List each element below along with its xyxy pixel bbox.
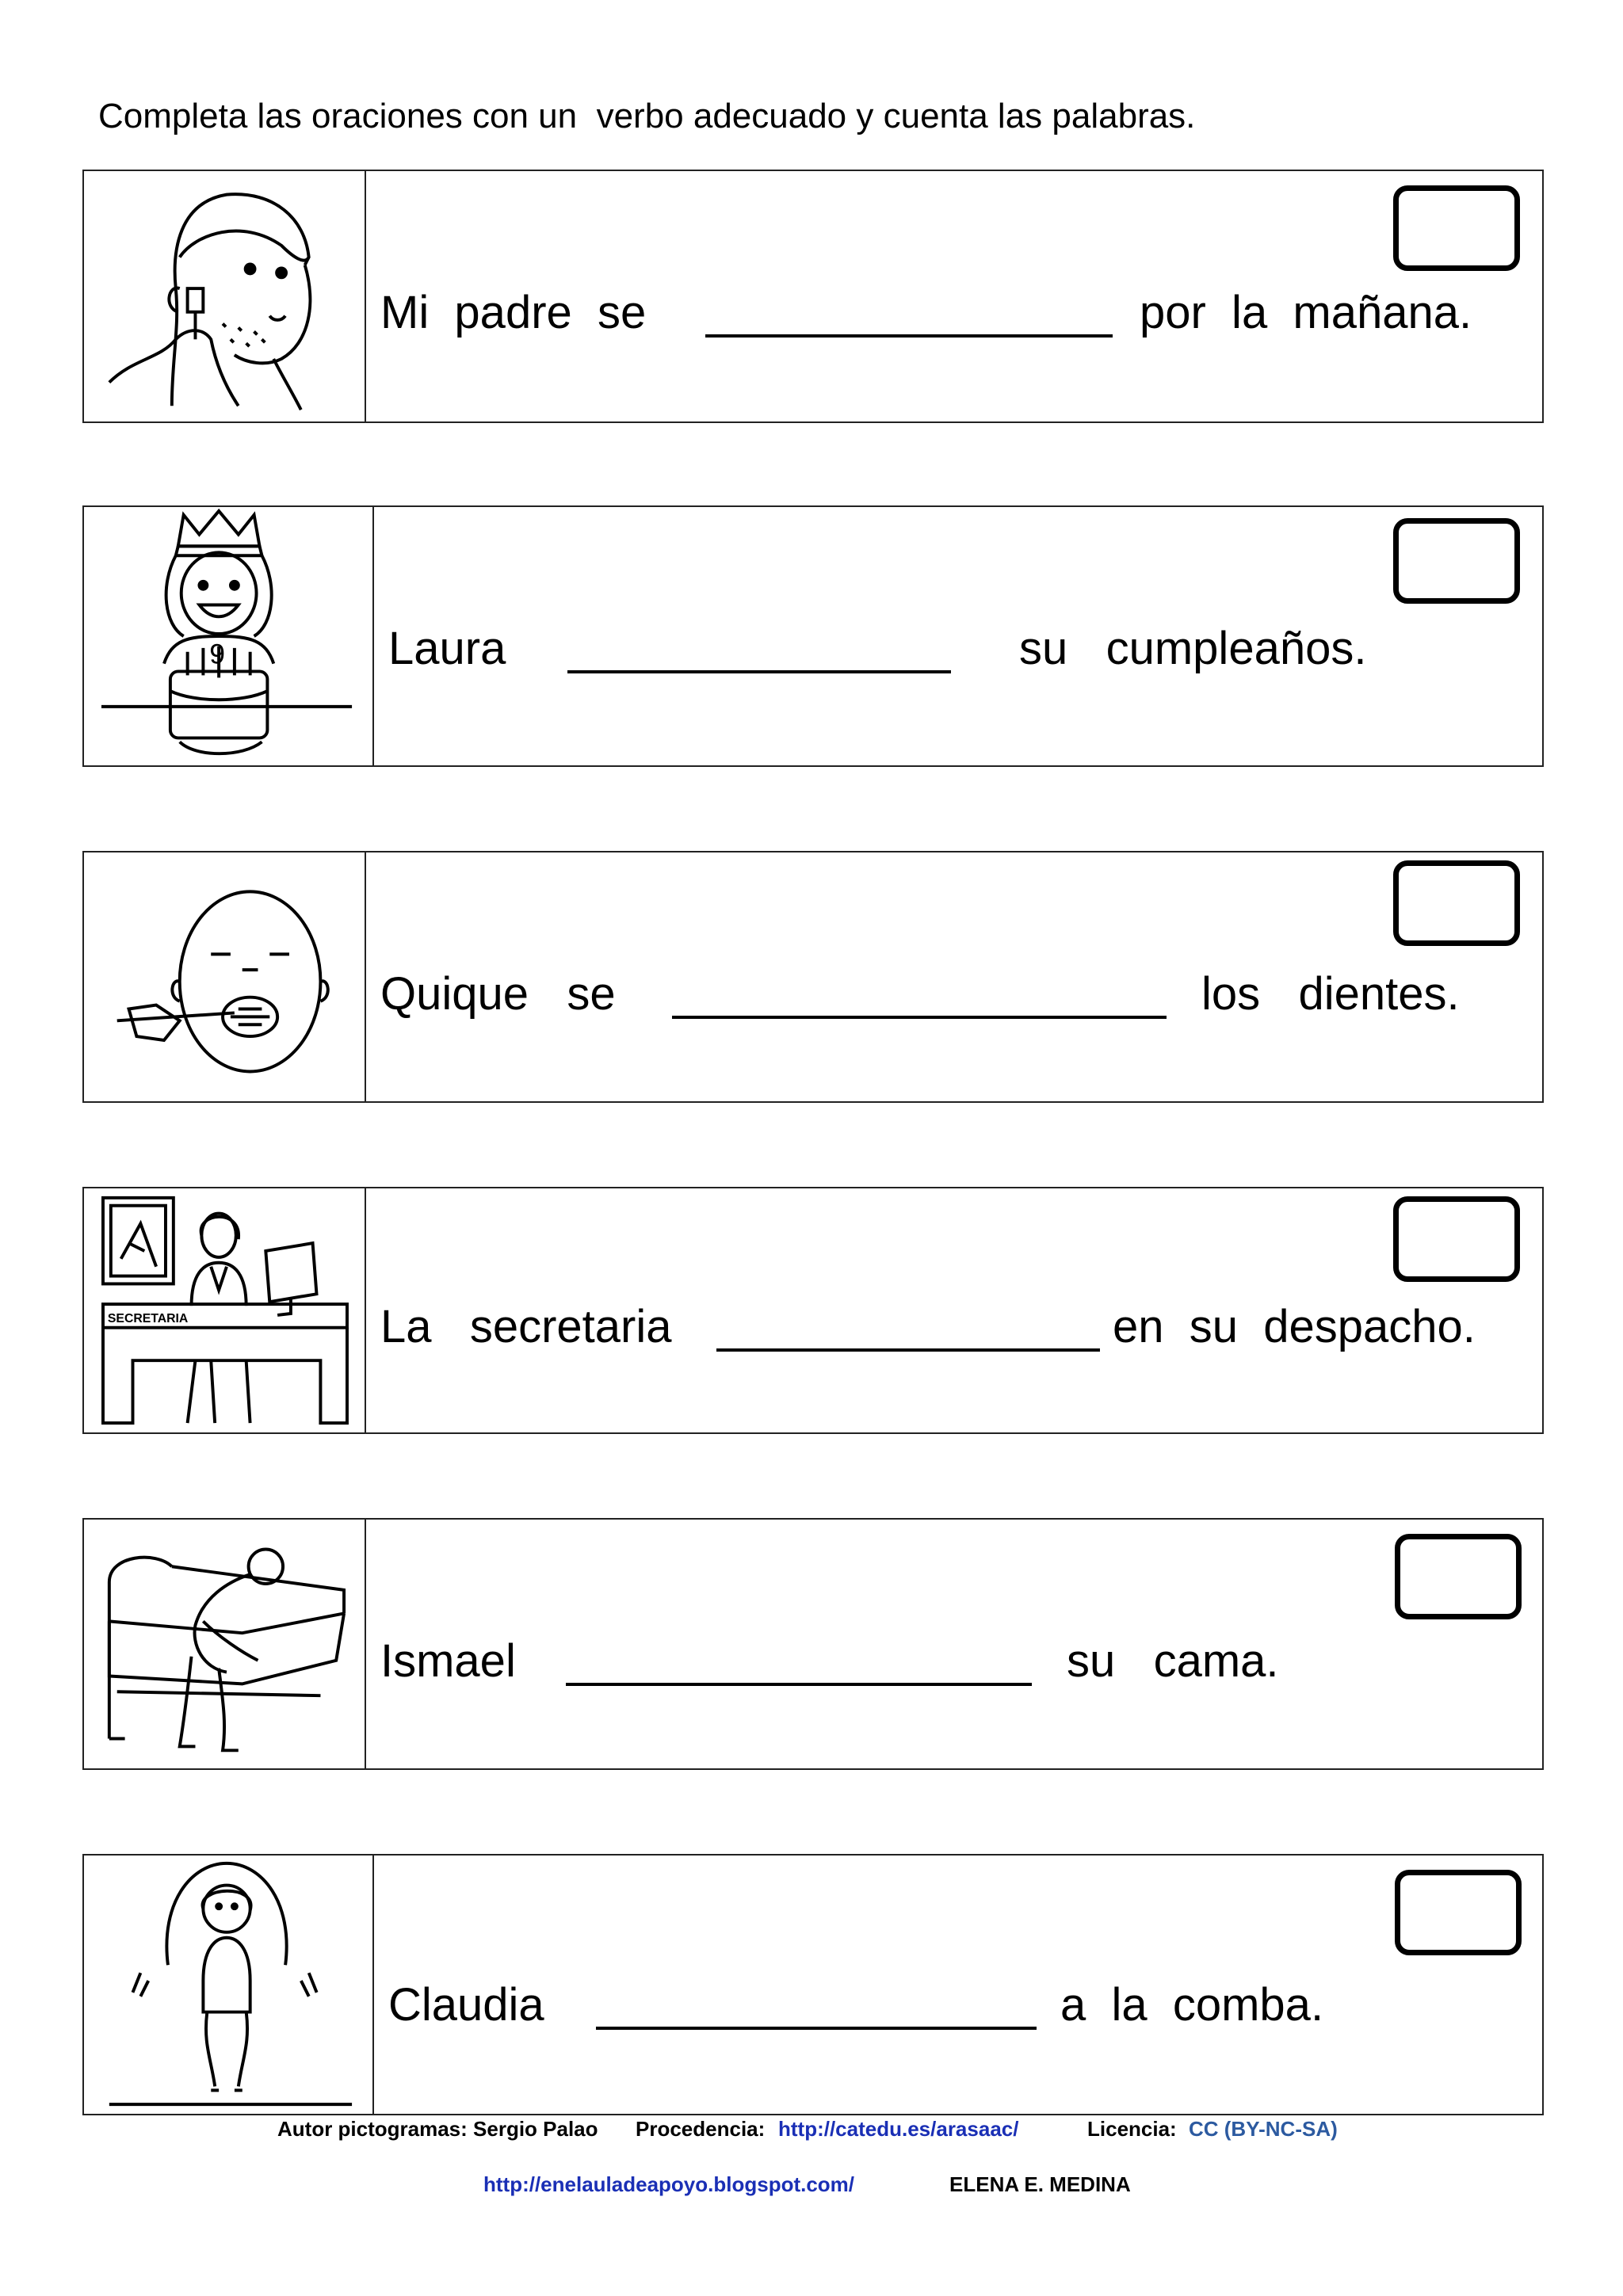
secretary-desk-icon: [84, 1188, 366, 1432]
sentence-end: los dientes.: [1201, 968, 1460, 1020]
answer-blank[interactable]: [672, 1016, 1167, 1019]
sentence-end: su cama.: [1067, 1635, 1279, 1687]
exercise-row-5: [82, 1518, 1544, 1770]
birthday-girl-cake-icon: [84, 507, 374, 765]
making-bed-icon: [84, 1520, 366, 1768]
exercise-row-4: [82, 1187, 1544, 1434]
answer-blank[interactable]: [596, 2027, 1037, 2030]
exercise-row-2: [82, 505, 1544, 767]
word-count-box[interactable]: [1393, 1196, 1520, 1282]
footer-author-name: ELENA E. MEDINA: [949, 2172, 1131, 2196]
answer-blank[interactable]: [705, 334, 1113, 338]
word-count-box[interactable]: [1393, 185, 1520, 271]
answer-blank[interactable]: [716, 1348, 1100, 1352]
sentence-end: a la comba.: [1060, 1979, 1324, 2031]
man-shaving-icon: [84, 171, 366, 421]
sentence-end: por la mañana.: [1140, 287, 1472, 338]
svg-text:9: 9: [209, 638, 226, 670]
jump-rope-girl-icon: [84, 1855, 374, 2114]
word-count-box[interactable]: [1393, 518, 1520, 604]
instructions: Completa las oraciones con un verbo adecuado y cuenta las palabras.: [98, 97, 1196, 135]
sentence-end: en su despacho.: [1113, 1301, 1476, 1352]
footer-author: Autor pictogramas: Sergio Palao: [277, 2117, 598, 2141]
secretary-sign: SECRETARIA: [107, 1311, 189, 1325]
footer-source-link[interactable]: http://catedu.es/arasaac/: [778, 2117, 1019, 2141]
sentence-start: Claudia: [388, 1979, 544, 2031]
answer-blank[interactable]: [567, 670, 951, 673]
word-count-box[interactable]: [1395, 1870, 1522, 1955]
answer-blank[interactable]: [566, 1683, 1032, 1686]
sentence-start: Ismael: [380, 1635, 516, 1687]
sentence-end: su cumpleaños.: [1019, 623, 1367, 674]
footer-license-value: CC (BY-NC-SA): [1189, 2117, 1338, 2141]
sentence-start: Quique se: [380, 968, 616, 1020]
footer-source-label: Procedencia:: [636, 2117, 766, 2141]
footer-license-label: Licencia:: [1087, 2117, 1177, 2141]
brushing-teeth-icon: [84, 852, 366, 1101]
exercise-row-1: [82, 170, 1544, 423]
sentence-start: La secretaria: [380, 1301, 672, 1352]
exercise-row-3: [82, 851, 1544, 1103]
sentence-start: Laura: [388, 623, 506, 674]
footer-blog-link[interactable]: http://enelauladeapoyo.blogspot.com/: [483, 2172, 855, 2196]
word-count-box[interactable]: [1395, 1534, 1522, 1619]
exercise-row-6: [82, 1854, 1544, 2115]
word-count-box[interactable]: [1393, 860, 1520, 946]
sentence-start: Mi padre se: [380, 287, 647, 338]
